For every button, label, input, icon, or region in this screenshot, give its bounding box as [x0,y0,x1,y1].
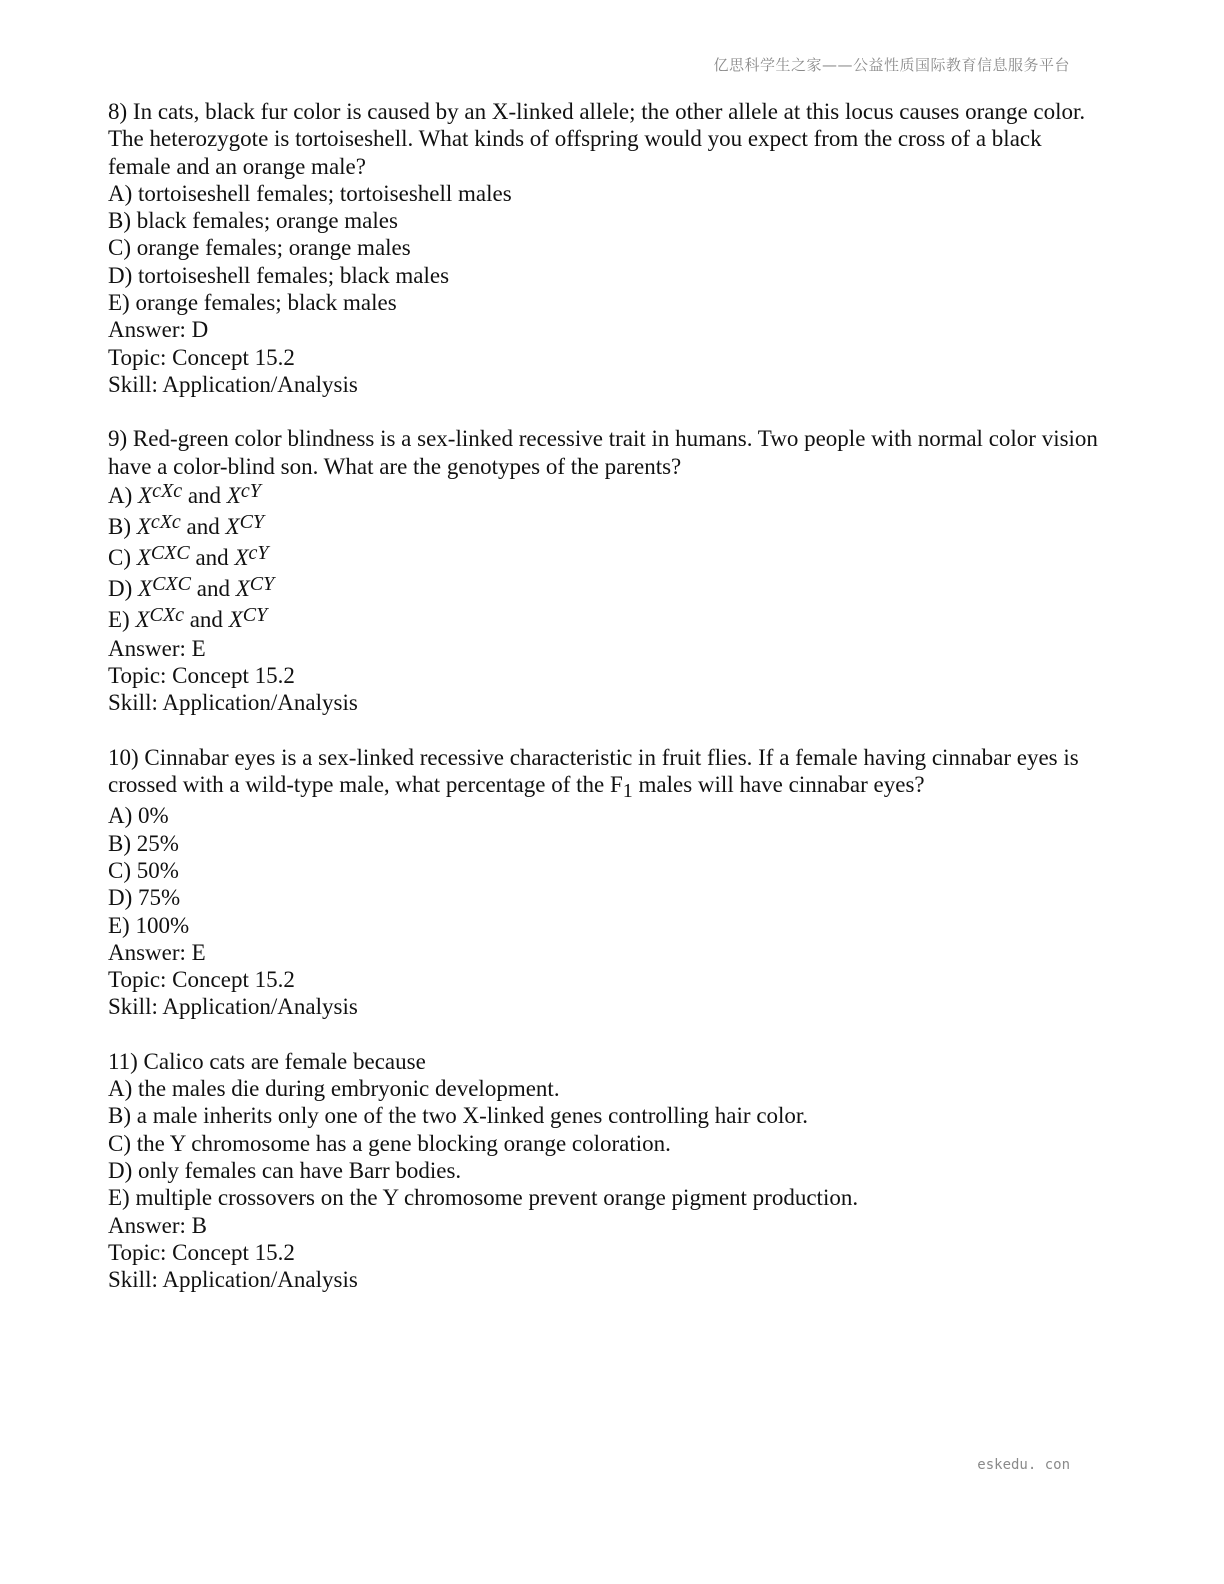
option-b: B) black females; orange males [108,208,398,234]
genotype-formula: $X^{cY}$ [226,479,261,508]
option-d: D) 75% [108,885,181,911]
genotype-formula: $X^{cXc}$ [136,510,181,539]
skill-line: Skill: Application/Analysis [108,994,358,1020]
topic-line: Topic: Concept 15.2 [108,967,295,993]
option-c: C) orange females; orange males [108,235,411,261]
genotype-formula: $X^{CY}$ [225,510,265,539]
option-c [108,542,1098,573]
option-e: E) 100% [108,912,190,938]
topic-line: Topic: Concept 15.2 [108,1239,295,1265]
and-word: and [195,544,229,570]
option-b [108,511,1098,542]
option-e [108,604,1098,635]
answer-line: Answer: E [108,635,206,661]
option-a: A) tortoiseshell females; tortoiseshell males [108,180,512,206]
option-b: B) a male inherits only one of the two X-linked genes controlling hair color. [108,1103,809,1129]
option-d: D) tortoiseshell females; black males [108,262,450,288]
skill-line: Skill: Application/Analysis [108,371,358,397]
option-a [108,480,1098,511]
genotype-formula: $X^{CY}$ [235,572,275,601]
question-10 [108,744,1098,1021]
subscript: 1 [622,780,633,803]
and-word: and [196,575,230,601]
option-d [108,573,1098,604]
option-label: C) [108,544,131,570]
genotype-formula: $X^{cY}$ [234,541,269,570]
question-stem: 8) In cats, black fur color is caused by an X-linked allele; the other allele at this locus causes orange color. The heterozygote is tortoiseshell. What kinds of offspring would you expect from the cross of a black female and an orange male? [108,99,1086,179]
question-11 [108,1048,1098,1294]
genotype-formula: $X^{CXC}$ [138,572,191,601]
option-c: C) the Y chromosome has a gene blocking orange coloration. [108,1130,671,1156]
question-9 [108,425,1098,716]
page-header: 亿思科学生之家——公益性质国际教育信息服务平台 [713,56,1070,74]
option-e: E) multiple crossovers on the Y chromosome prevent orange pigment production. [108,1185,859,1211]
option-a: A) the males die during embryonic development. [108,1076,560,1102]
option-label: D) [108,575,133,601]
option-d: D) only females can have Barr bodies. [108,1157,462,1183]
answer-line: Answer: B [108,1212,208,1238]
genotype-formula: $X^{CXC}$ [136,541,190,570]
topic-line: Topic: Concept 15.2 [108,663,295,689]
skill-line: Skill: Application/Analysis [108,1267,358,1293]
answer-line: Answer: E [108,939,206,965]
question-stem: 10) Cinnabar eyes is a sex-linked recessive characteristic in fruit flies. If a female having cinnabar eyes is crossed with a wild-type male, what percentage of the F1 males will have cinnabar eyes? [108,744,1079,803]
option-b: B) 25% [108,830,179,856]
question-stem: 9) Red-green color blindness is a sex-linked recessive trait in humans. Two people with normal color vision have a color-blind son. What are the genotypes of the parents? [108,426,1098,479]
and-word: and [187,482,222,508]
genotype-formula: $X^{cXc}$ [138,479,183,508]
question-8 [108,98,1098,398]
skill-line: Skill: Application/Analysis [108,690,358,716]
option-c: C) 50% [108,857,179,883]
question-list [108,98,1098,1320]
option-a: A) 0% [108,803,169,829]
and-word: and [189,606,223,632]
page-footer: eskedu. con [977,1457,1070,1473]
option-label: B) [108,513,131,539]
option-e: E) orange females; black males [108,290,397,316]
answer-line: Answer: D [108,317,209,343]
option-label: E) [108,606,130,632]
topic-line: Topic: Concept 15.2 [108,344,295,370]
and-word: and [186,513,220,539]
option-label: A) [108,482,133,508]
genotype-formula: $X^{CXc}$ [135,603,184,632]
question-stem: 11) Calico cats are female because [108,1048,426,1074]
genotype-formula: $X^{CY}$ [228,603,268,632]
